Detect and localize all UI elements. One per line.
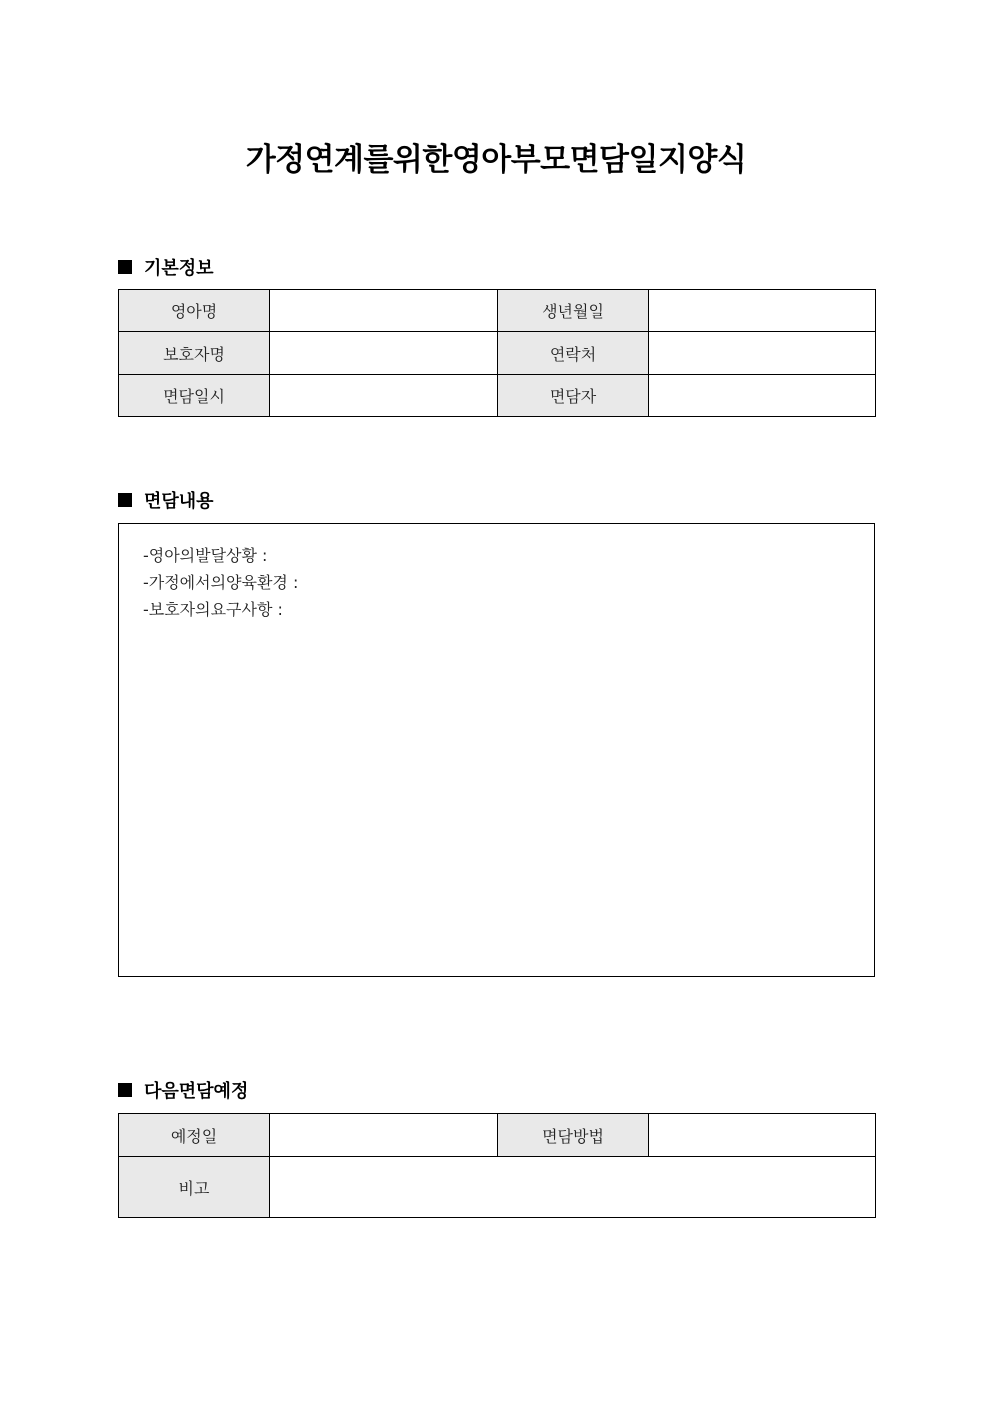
document-title: 가정연계를위한영아부모면담일지양식 bbox=[245, 142, 747, 178]
field-contact[interactable] bbox=[649, 332, 876, 375]
table-row bbox=[119, 375, 876, 417]
label-birthdate: 생년월일 bbox=[498, 290, 649, 332]
section-heading-interview-content bbox=[118, 487, 214, 513]
content-line-development: -영아의발달상황 : bbox=[143, 546, 268, 565]
square-bullet-icon bbox=[118, 260, 132, 274]
section-title: 다음면담예정 bbox=[144, 1081, 249, 1102]
label-interview-datetime: 면담일시 bbox=[119, 375, 270, 417]
table-row bbox=[119, 1157, 876, 1218]
label-guardian-name: 보호자명 bbox=[119, 332, 270, 375]
table-row bbox=[119, 290, 876, 332]
field-birthdate[interactable] bbox=[649, 290, 876, 332]
label-interview-method: 면담방법 bbox=[498, 1114, 649, 1157]
field-interviewer[interactable] bbox=[649, 375, 876, 417]
label-contact: 연락처 bbox=[498, 332, 649, 375]
field-interview-datetime[interactable] bbox=[270, 375, 498, 417]
section-heading-next-interview bbox=[118, 1077, 248, 1103]
label-remarks: 비고 bbox=[119, 1157, 270, 1218]
next-interview-table bbox=[118, 1113, 876, 1218]
field-interview-method[interactable] bbox=[649, 1114, 876, 1157]
field-guardian-name[interactable] bbox=[270, 332, 498, 375]
section-title: 면담내용 bbox=[144, 491, 214, 512]
interview-content-box[interactable] bbox=[118, 523, 875, 977]
square-bullet-icon bbox=[118, 493, 132, 507]
label-scheduled-date: 예정일 bbox=[119, 1114, 270, 1157]
field-infant-name[interactable] bbox=[270, 290, 498, 332]
label-interviewer: 면담자 bbox=[498, 375, 649, 417]
content-line-home-environment: -가정에서의양육환경 : bbox=[143, 573, 299, 592]
table-row bbox=[119, 332, 876, 375]
section-title: 기본정보 bbox=[144, 258, 214, 279]
field-remarks[interactable] bbox=[270, 1157, 876, 1218]
content-line-guardian-requests: -보호자의요구사항 : bbox=[143, 600, 283, 619]
label-infant-name: 영아명 bbox=[119, 290, 270, 332]
table-row bbox=[119, 1114, 876, 1157]
square-bullet-icon bbox=[118, 1083, 132, 1097]
basic-info-table bbox=[118, 289, 876, 417]
section-heading-basic-info bbox=[118, 254, 214, 280]
field-scheduled-date[interactable] bbox=[270, 1114, 498, 1157]
